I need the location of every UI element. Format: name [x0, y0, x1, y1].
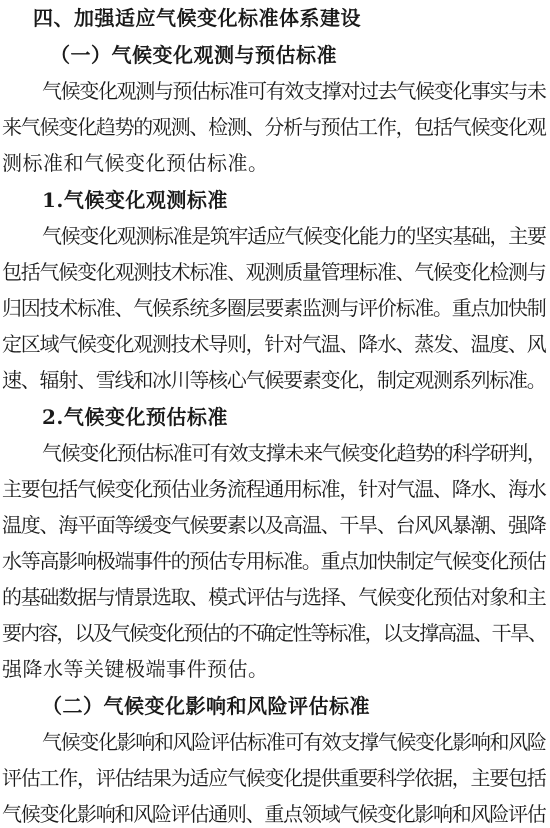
- paragraph-line: 水等高影响极端事件的预估专用标准。重点加快制定气候变化预估: [2, 549, 546, 573]
- paragraph-line: 包括气候变化观测技术标准、观测质量管理标准、气候变化检测与: [2, 260, 546, 284]
- item-heading-1: 1.气候变化观测标准: [42, 188, 228, 212]
- paragraph-line: 气候变化影响和风险评估通则、重点领域气候变化影响和风险评估: [2, 802, 546, 826]
- paragraph-line: 评估工作，评估结果为适应气候变化提供重要科学依据，主要包括: [2, 766, 546, 790]
- paragraph-line: 来气候变化趋势的观测、检测、分析与预估工作，包括气候变化观: [2, 115, 546, 139]
- paragraph-line: 要内容，以及气候变化预估的不确定性等标准，以支撑高温、干旱、: [2, 621, 546, 645]
- subsection-heading-1: （一）气候变化观测与预估标准: [50, 43, 337, 67]
- item-heading-2: 2.气候变化预估标准: [42, 405, 228, 429]
- paragraph-line: 气候变化影响和风险评估标准可有效支撑气候变化影响和风险: [42, 730, 546, 754]
- subsection-heading-2: （二）气候变化影响和风险评估标准: [42, 694, 370, 718]
- paragraph-line: 速、辐射、雪线和冰川等核心气候要素变化，制定观测系列标准。: [2, 368, 546, 392]
- paragraph-line: 强降水等关键极端事件预估。: [2, 657, 269, 681]
- paragraph-line: 定区域气候变化观测技术导则，针对气温、降水、蒸发、温度、风: [2, 332, 546, 356]
- paragraph-line: 气候变化预估标准可有效支撑未来气候变化趋势的科学研判，: [42, 441, 546, 465]
- paragraph-line: 气候变化观测与预估标准可有效支撑对过去气候变化事实与未: [42, 79, 546, 103]
- paragraph-line: 主要包括气候变化预估业务流程通用标准，针对气温、降水、海水: [2, 477, 546, 501]
- paragraph-line: 气候变化观测标准是筑牢适应气候变化能力的坚实基础，主要: [42, 224, 546, 248]
- section-heading: 四、加强适应气候变化标准体系建设: [33, 6, 361, 30]
- paragraph-line: 归因技术标准、气候系统多圈层要素监测与评价标准。重点加快制: [2, 296, 546, 320]
- paragraph-line: 的基础数据与情景选取、模式评估与选择、气候变化预估对象和主: [2, 585, 546, 609]
- paragraph-line: 测标准和气候变化预估标准。: [2, 151, 269, 175]
- paragraph-line: 温度、海平面等缓变气候要素以及高温、干旱、台风风暴潮、强降: [2, 513, 546, 537]
